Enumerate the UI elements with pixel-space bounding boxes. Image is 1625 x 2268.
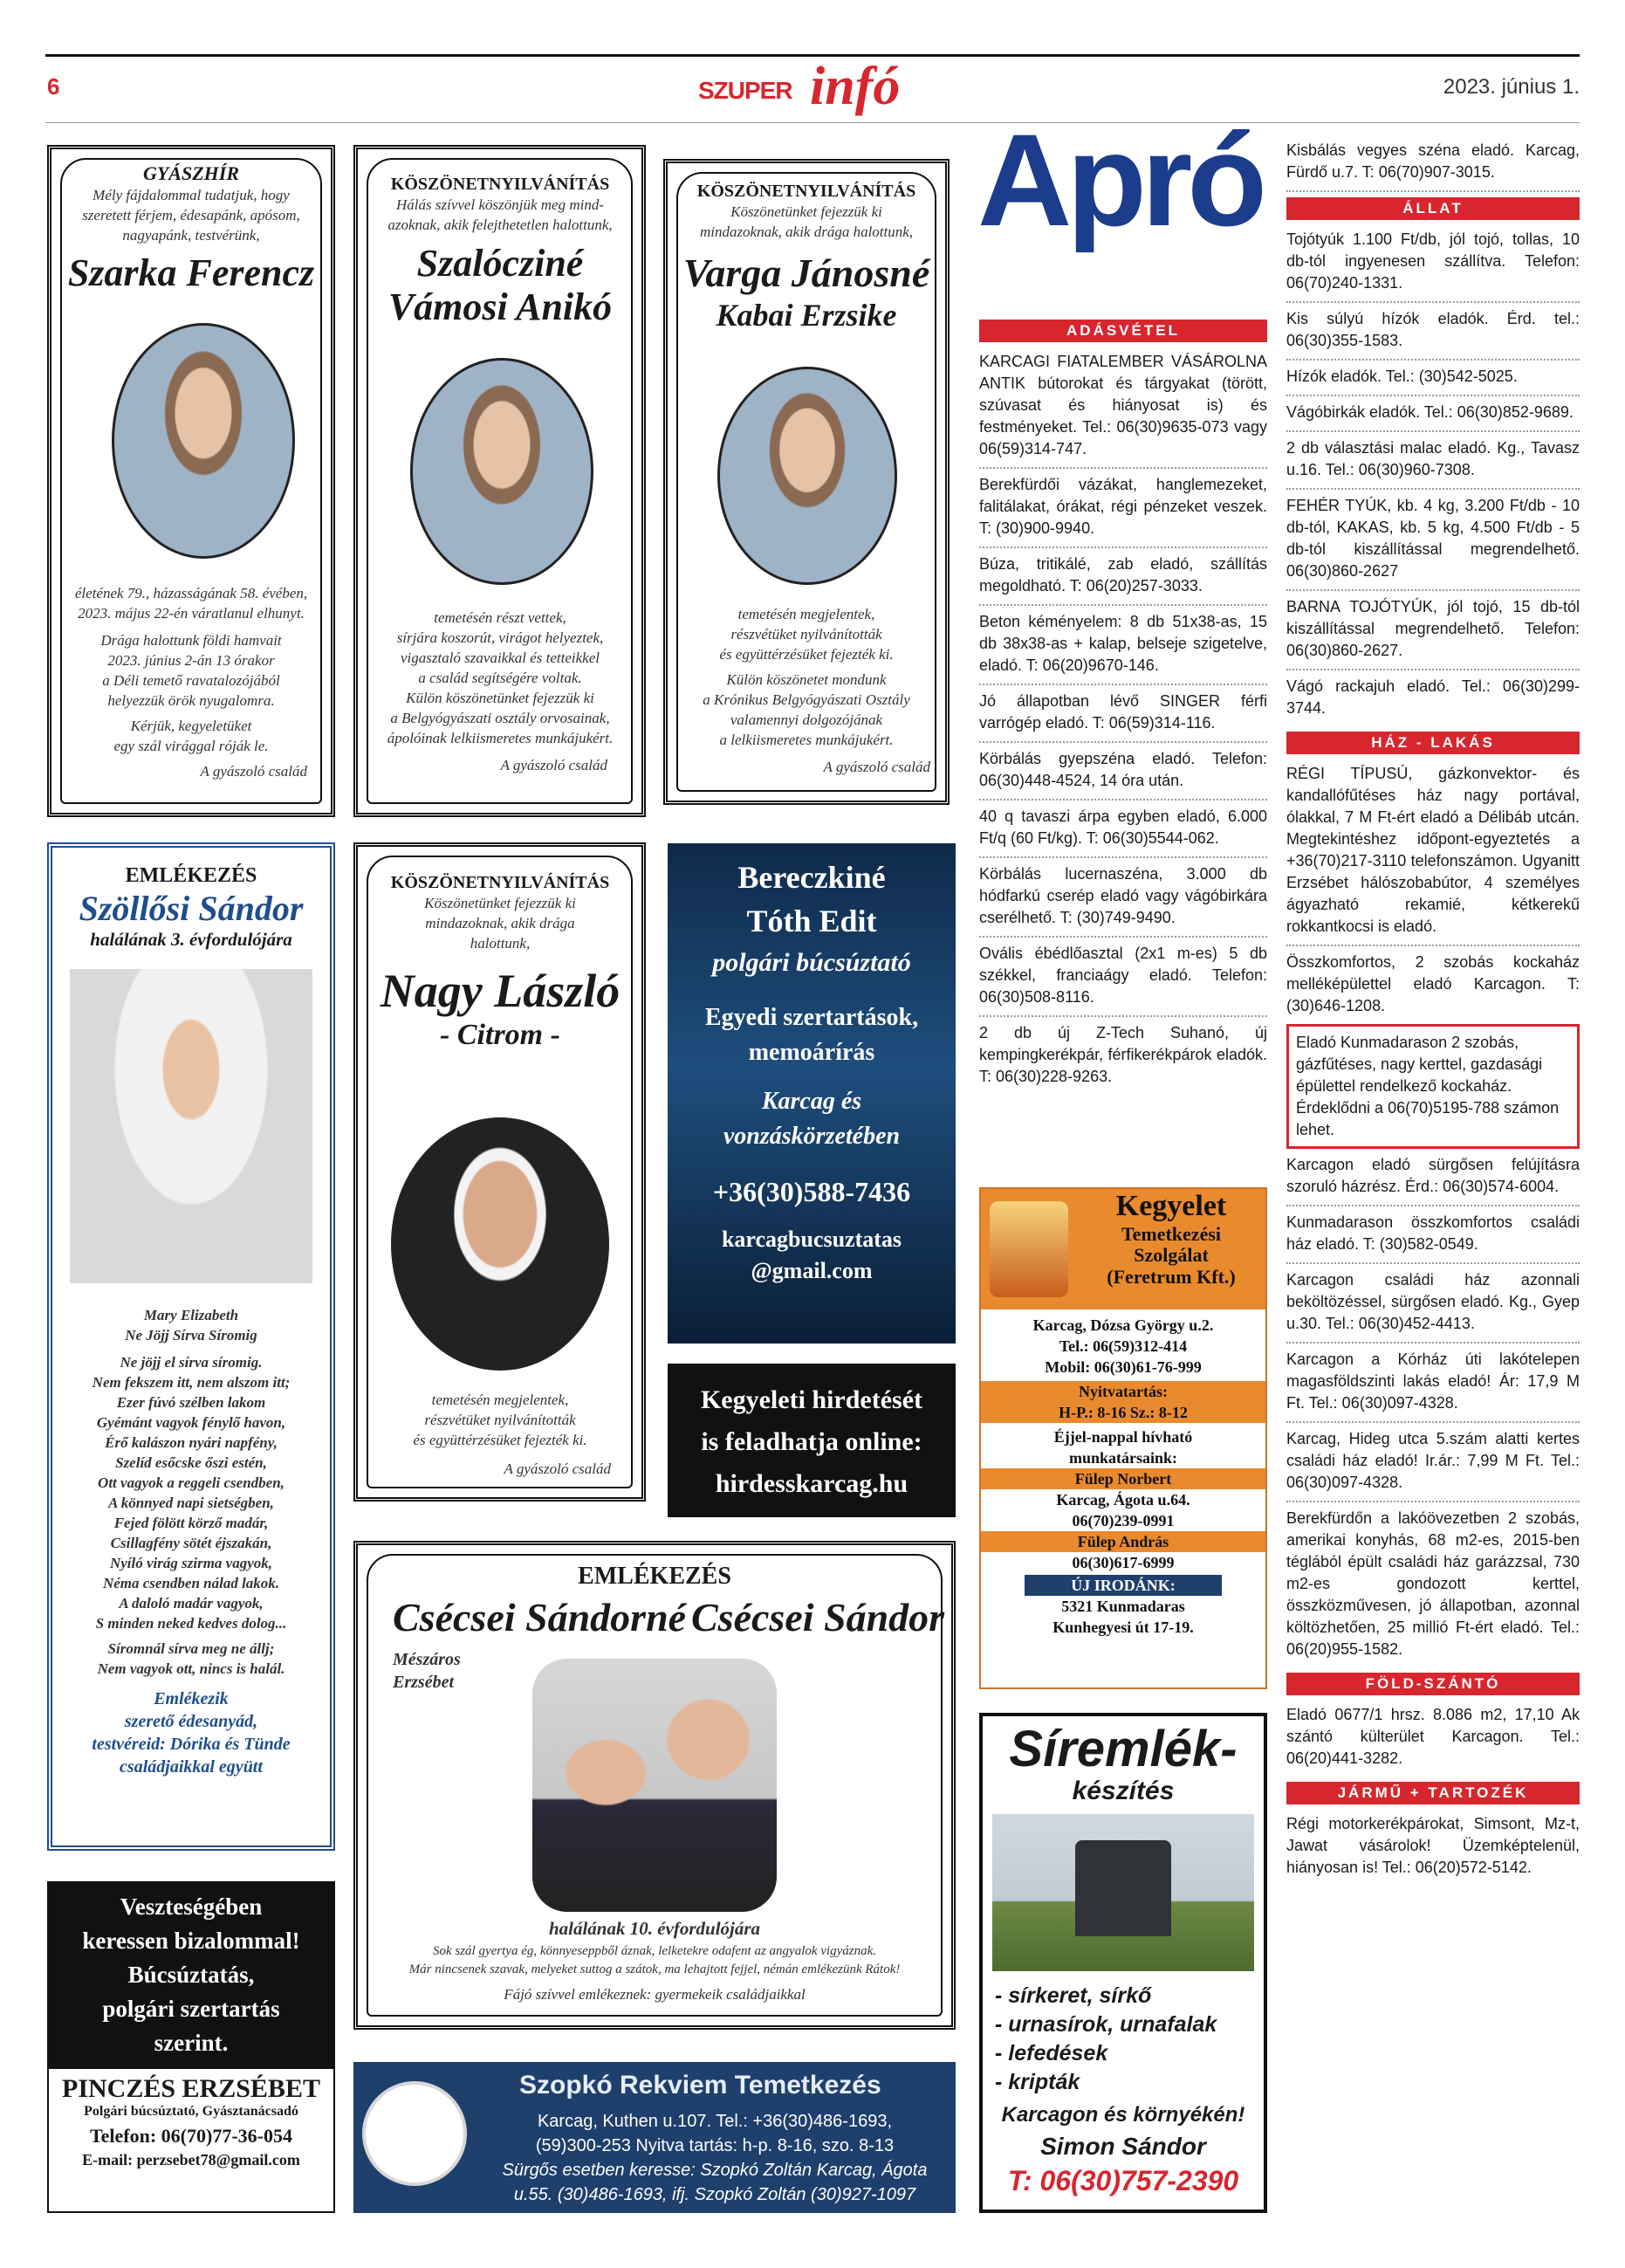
apro-column-1 [979, 314, 1267, 1095]
memo-maiden-2: Erzsébet [393, 1673, 454, 1692]
obit-sign: A gyászoló család [500, 757, 607, 773]
poem-line: Gyémánt vagyok fénylő havon, [96, 1414, 286, 1431]
tombstone-photo [992, 1814, 1254, 1971]
obit-text-7: Kérjük, kegyeletüket [130, 718, 252, 734]
classified-ad: Jó állapotban lévő SINGER férfi varrógép eladó. T: 06(59)314-116. [979, 685, 1267, 743]
ad-kegyelet-a3: Mobil: 06(30)61-76-999 [1045, 1358, 1202, 1376]
ad-pinczes-l5: szerint. [154, 2030, 229, 2056]
poem-line: Csillagfény sötét éjszakán, [110, 1535, 272, 1551]
classified-ad: Karcag, Hideg utca 5.szám alatti kertes családi ház eladó! Ir.ár.: 7,99 M Ft. Tel.: 06(30)097-4328. [1286, 1423, 1580, 1502]
ad-szopko-l3: Sürgős esetben keresse: Szopkó Zoltán Karcag, Ágota [502, 2161, 928, 2180]
obit-text-6: a Belgyógyászati osztály orvosainak, [390, 710, 610, 726]
ad-kegyelet-p1: Fülep Norbert [981, 1468, 1265, 1489]
obit-sign: A gyászoló család [504, 1460, 611, 1477]
obituary-szalocziné-text [360, 608, 641, 775]
memo-name-2: Csécsei Sándor [691, 1595, 945, 1639]
page-number: 6 [47, 73, 60, 100]
obituary-szalocziné-content [360, 175, 641, 329]
classified-ad: Karcagon családi ház azonnali beköltözéssel, sürgősen eladó. Kg., Gyep u.30. Tel.: 06(30)452-4413. [1286, 1264, 1580, 1344]
page-date: 2023. június 1. [1443, 75, 1580, 99]
section-header: HÁZ - LAKÁS [1286, 732, 1580, 754]
ad-kegyelet-p2b: 06(30)617-6999 [1072, 1554, 1175, 1571]
section-header: FÖLD-SZÁNTÓ [1286, 1673, 1580, 1695]
classified-ad: Karcagon a Kórház úti lakótelepen magasföldszinti lakás eladó! Ár: 17,9 M Ft. Tel.: 06(30)097-4328. [1286, 1344, 1580, 1423]
classified-ad: Körbálás gyepszéna eladó. Telefon: 06(30)448-4524, 14 óra után. [979, 743, 1267, 801]
classified-ad: Kunmadarason összkomfortos családi ház eladó. T: (30)582-0549. [1286, 1206, 1580, 1264]
obit-name: Szarka Ferencz [67, 251, 315, 294]
obit-intro-3: halottunk, [470, 935, 531, 952]
ad-kegyelet-t3: Szolgálat [1134, 1244, 1209, 1266]
obituary-nagy-text [360, 1390, 641, 1479]
portrait-photo [391, 1117, 609, 1371]
memorial-csecsei-text [360, 1919, 950, 2004]
poem-line: A daloló madár vagyok, [119, 1595, 264, 1612]
classified-ad: 2 db új Z-Tech Suhanó, új kempingkerékpár, férfikerékpárok eladók. T: 06(30)228-9263. [979, 1024, 1267, 1085]
classified-ad: FEHÉR TYÚK, kb. 4 kg, 3.200 Ft/db - 10 db-tól, KAKAS, kb. 5 kg, 4.500 Ft/db - 5 db-tól kiszállítással megrendelhető. 06(30)860-2627 [1286, 490, 1580, 591]
memo-sign-3: testvéreid: Dórika és Tünde [92, 1735, 291, 1754]
ad-bereczki-mail-2: @gmail.com [751, 1258, 873, 1283]
obit-text-5: a Déli temető ravatalozójából [102, 672, 280, 689]
poem-line: Szelíd esőcske őszi estén, [115, 1454, 267, 1471]
poem-line: Síromnál sírva meg ne állj; [107, 1640, 275, 1657]
portrait-photo [410, 358, 593, 585]
ad-szopko [353, 2062, 956, 2213]
ad-pinczes [47, 1881, 335, 2213]
ad-siremlek-item: - sírkeret, sírkő [995, 1983, 1152, 2008]
obit-intro-2: mindazoknak, akik drága [425, 915, 575, 931]
obituary-szarka-text [52, 583, 330, 781]
portrait-photo [717, 367, 897, 585]
ad-bereczki-l3: polgári búcsúztató [712, 948, 911, 977]
obit-intro-1: Mély fájdalommal tudatjuk, hogy [93, 187, 290, 203]
obit-text-4: 2023. június 2-án 13 órakor [107, 652, 275, 669]
obituary-nagy-content [360, 873, 641, 1053]
obit-intro-3: nagyapánk, testvérünk, [122, 227, 260, 244]
portrait-photo [112, 323, 295, 559]
classified-ad: Karcagon eladó sürgősen felújításra szoruló házrész. Érd.: 06(30)574-6004. [1286, 1149, 1580, 1206]
classified-ad: Kisbálás vegyes széna eladó. Karcag, Fürdő u.7. T: 06(70)907-3015. [1286, 140, 1580, 192]
classified-ad: Kis súlyú hízók eladók. Érd. tel.: 06(30)355-1583. [1286, 303, 1580, 361]
memo-head: EMLÉKEZÉS [125, 864, 257, 887]
obit-nickname: - Citrom - [440, 1019, 560, 1051]
ad-siremlek-phone: T: 06(30)757-2390 [1007, 2165, 1239, 2196]
obit-text-2: sírjára koszorút, virágot helyeztek, [396, 629, 604, 646]
classified-ad: 40 q tavaszi árpa egyben eladó, 6.000 Ft/q (60 Ft/kg). T: 06(30)5544-062. [979, 801, 1267, 858]
poem-line: Nem fekszem itt, nem alszom itt; [92, 1374, 291, 1391]
ad-siremlek-area: Karcagon és környékén! [1001, 2103, 1245, 2127]
obit-text-4: a család segítségére voltak. [418, 670, 582, 686]
classified-ad: Vágóbirkák eladók. Tel.: 06(30)852-9689. [1286, 396, 1580, 432]
ad-pinczes-l2: keressen bizalommal! [82, 1928, 300, 1954]
ad-pinczes-l3: Búcsúztatás, [127, 1962, 255, 1988]
ad-siremlek-item: - lefedések [995, 2041, 1108, 2065]
obit-intro-2: mindazoknak, akik drága halottunk, [699, 223, 914, 240]
ad-bereczki-l4: Egyedi szertartások, [704, 1004, 919, 1031]
obit-text-2: 2023. május 22-én váratlanul elhunyt. [78, 605, 305, 622]
ad-pinczes-l1: Veszteségében [120, 1893, 263, 1920]
ad-bereczki-l1: Bereczkiné [737, 860, 886, 895]
obit-text-3: és együttérzésüket fejezték ki. [719, 646, 894, 663]
ad-kegyelet-header [981, 1189, 1265, 1309]
obit-head: KÖSZÖNETNYILVÁNÍTÁS [696, 182, 916, 201]
obit-text-1: temetésén részt vettek, [434, 609, 566, 626]
classified-ad: BARNA TOJÓTYÚK, jól tojó, 15 db-tól kiszállítással megrendelhető. Telefon: 06(30)860-2627. [1286, 591, 1580, 670]
ad-bereczki-l5: memoárírás [748, 1039, 875, 1066]
classified-ad: RÉGI TÍPUSÚ, gázkonvektor- és kandallófűtéses ház nagy portával, ólakkal, 7 M Ft-ért eladó a Délibáb utcán. Megtekintéshez időpont-egyeztetés a +36(70)217-3110 telefonszámon. Ugyanitt Erzsébet hálószobabútor, 4 személyes ágyazható rekamié, kétkerekű rokkantkocsi is eladó. [1286, 758, 1580, 946]
classified-ad: KARCAGI FIATALEMBER VÁSÁROLNA ANTIK bútorokat és tárgyakat (törött, szúvasat és hiányosat is) és festményeket. Tel.: 06(30)9635-073 vagy 06(59)314-747. [979, 346, 1267, 469]
poem-line: Nem vagyok ott, nincs is halál. [97, 1660, 285, 1677]
classified-ad: Régi motorkerékpárokat, Simsont, Mz-t, Jawat vásárolok! Üzemképtelenül, hiányosan is! Tel.: 06(20)572-5142. [1286, 1815, 1580, 1876]
poem-line: Ott vagyok a reggeli csendben, [98, 1474, 285, 1491]
memorial-szollosi-content [54, 864, 328, 951]
poem-title: Ne Jöjj Sírva Síromig [125, 1327, 257, 1344]
obit-text-5: a Krónikus Belgyógyászati Osztály [703, 691, 910, 708]
ad-siremlek-title: Síremlék- [1009, 1721, 1238, 1777]
header-rule-bottom [45, 122, 1580, 123]
classified-ad-highlighted: Eladó Kunmadarason 2 szobás, gázfűtéses, nagy kerttel, gazdasági épülettel rendelkező kockaház. Érdeklődni a 06(70)5195-788 számon lehet. [1286, 1024, 1580, 1149]
obit-text-2: részvétüket nyilvánították [730, 626, 882, 643]
obit-intro-1: Hálás szívvel köszönjük meg mind- [396, 196, 604, 213]
ad-szopko-l1: Karcag, Kuthen u.107. Tel.: +36(30)486-1693, [537, 2112, 893, 2131]
candle-icon [990, 1201, 1068, 1297]
ad-kegyelet-p2: Fülep András [981, 1531, 1265, 1552]
ad-bereczki-phone: +36(30)588-7436 [712, 1176, 911, 1207]
memo-sign-4: családjaikkal együtt [120, 1757, 263, 1777]
memo-sign-2: szerető édesanyád, [124, 1712, 258, 1731]
memorial-szollosi-poem [54, 1305, 328, 1778]
ad-pinczes-top [49, 1883, 333, 2069]
memo-text-1: Sok szál gyertya ég, könnyeseppből áznak, lelketekre odafent az angyalok vigyáznak. [432, 1944, 877, 1958]
memo-text-2: Már nincsenek szavak, melyeket suttog a szátok, ma lehajtott fejjel, némán emlékezünk Rátok! [408, 1962, 901, 1976]
ad-kegyelet-a1: Karcag, Dózsa György u.2. [1032, 1316, 1214, 1334]
ad-kegyelet-o2: H-P.: 8-16 Sz.: 8-12 [981, 1402, 1265, 1423]
poem-line: Ezer fúvó szélben lakom [116, 1394, 266, 1411]
obit-text-1: életének 79., házasságának 58. évében, [74, 585, 308, 601]
obit-intro-2: azoknak, akik felejthetetlen halottunk, [387, 216, 613, 233]
classified-ad: Beton kéményelem: 8 db 51x38-as, 15 db 38x38-as + kalap, belseje szigetelve, eladó. T: 06(20)9670-146. [979, 606, 1267, 685]
poem-line: S minden neked kedves dolog... [95, 1615, 287, 1632]
obit-text-7: a lelkiismeretes munkájukért. [719, 732, 894, 748]
ad-online-l2: is feladhatja online: [701, 1427, 922, 1456]
obit-intro-2: szeretett férjem, édesapánk, apósom, [82, 207, 300, 223]
logo-right: infó [810, 57, 901, 116]
ad-szopko-logo [362, 2081, 467, 2186]
apro-column-2 [1286, 140, 1580, 1886]
classified-ad: Búza, tritikálé, zab eladó, szállítás megoldható. T: 06(20)257-3033. [979, 548, 1267, 606]
ad-pinczes-mail: E-mail: perzsebet78@gmail.com [82, 2151, 300, 2168]
classified-ad: Tojótyúk 1.100 Ft/db, jól tojó, tollas, 10 db-tól ingyenesen szállítva. Telefon: 06(70)240-1331. [1286, 223, 1580, 303]
ad-szopko-info [476, 2109, 954, 2207]
ad-bereczki-mail-1: karcagbucsuztatas [721, 1227, 902, 1252]
ad-kegyelet-na1: 5321 Kunmadaras [1061, 1598, 1185, 1615]
poem-line: Nyíló virág szirma vagyok, [109, 1555, 273, 1571]
ad-szopko-l2: (59)300-253 Nyitva tartás: h-p. 8-16, szo. 8-13 [535, 2136, 895, 2155]
ad-bereczki-l7: vonzáskörzetében [723, 1123, 901, 1150]
ad-siremlek-item: - kripták [995, 2070, 1080, 2094]
obit-text-5: Külön köszönetünket fejezzük ki [406, 690, 594, 706]
ad-kegyelet-a2: Tel.: 06(59)312-414 [1059, 1337, 1188, 1355]
memorial-csecsei-content [360, 1563, 950, 1591]
classified-ad: Eladó 0677/1 hrsz. 8.086 m2, 17,10 Ak szántó külterület Karcagon. Tel.: 06(20)441-3282. [1286, 1706, 1580, 1767]
portrait-photo [70, 969, 312, 1283]
obit-name-2: Kabai Erzsike [716, 298, 897, 333]
tombstone-icon [1075, 1840, 1171, 1936]
classified-ad: Berekfürdői vázákat, hanglemezeket, falitálakat, órákat, régi pénzeket veszek. T: (30)900-9940. [979, 469, 1267, 548]
poem-line: A könnyed napi sietségben, [108, 1495, 274, 1511]
ad-online-l3: hirdesskarcag.hu [715, 1469, 908, 1498]
ad-bereczki-l6: Karcag és [761, 1088, 862, 1115]
logo [698, 57, 925, 122]
ad-bereczki [668, 843, 956, 1344]
memo-sign: Fájó szívvel emlékeznek: gyermekeik családjaikkal [504, 1986, 806, 2003]
obit-text-7: ápolóinak lelkiismeretes munkájukért. [387, 730, 614, 746]
obit-head: GYÁSZHÍR [142, 162, 240, 184]
poem-line: Érő kalászon nyári napfény, [105, 1434, 278, 1451]
classified-ad: Berekfürdőn a lakóövezetben 2 szobás, amerikai konyhás, 68 m2-es, 2015-ben téglából épült családi ház garázzsal, 730 m2-es gondozott kerttel, összközművesen, jó állapotban, azonnal költözhetően, 25 millió Ft-ért eladó. Tel.: 06(20)955-1582. [1286, 1509, 1580, 1658]
ad-siremlek-sub: készítés [1072, 1777, 1175, 1805]
ad-pinczes-phone: Telefon: 06(70)77-36-054 [90, 2125, 292, 2147]
obit-text-3: vigasztaló szavaikkal és tetteikkel [400, 649, 600, 666]
memo-sub: halálának 3. évfordulójára [90, 929, 292, 950]
obituary-varga-content [670, 182, 943, 334]
ad-kegyelet-t4: (Feretrum Kft.) [1107, 1266, 1236, 1288]
obit-text-8: egy szál virággal róják le. [113, 738, 269, 754]
ad-kegyelet-t1: Kegyelet [1115, 1190, 1227, 1222]
classified-ad: Körbálás lucernaszéna, 3.000 db hódfarkú cserép eladó vagy vágóbirkára cserélhető. T: (30)749-9490. [979, 858, 1267, 938]
obit-intro-1: Köszönetünket fejezzük ki [730, 203, 882, 220]
ad-kegyelet-na2: Kunhegyesi út 17-19. [1052, 1619, 1194, 1636]
obit-name-1: Szalócziné [416, 242, 584, 285]
obituary-varga-text [670, 604, 943, 777]
memo-head: EMLÉKEZÉS [578, 1563, 731, 1590]
classified-ad: Vágó rackajuh eladó. Tel.: 06(30)299-3744. [1286, 677, 1580, 717]
obit-head: KÖSZÖNETNYILVÁNÍTÁS [390, 873, 610, 892]
memo-sign-1: Emlékezik [154, 1689, 229, 1708]
poem-author: Mary Elizabeth [143, 1307, 239, 1323]
ad-online [668, 1364, 956, 1517]
section-header: ADÁSVÉTEL [979, 320, 1267, 342]
obit-text-6: valamennyi dolgozójának [730, 711, 883, 728]
ad-szopko-l4: u.55. (30)486-1693, ifj. Szopkó Zoltán (30)927-1097 [513, 2185, 916, 2204]
ad-siremlek [979, 1713, 1267, 2213]
memo-name: Szöllősi Sándor [79, 889, 304, 928]
memo-name-1: Csécsei Sándorné [393, 1595, 687, 1639]
ad-kegyelet-new: ÚJ IRODÁNK: [1025, 1575, 1222, 1596]
obit-text-3: és együttérzésüket fejezték ki. [413, 1432, 587, 1448]
ad-kegyelet-o1: Nyitvatartás: [981, 1381, 1265, 1402]
ad-kegyelet [979, 1187, 1267, 1689]
obit-sign: A gyászoló család [200, 763, 307, 780]
poem-line: Ne jöjj el sírva síromig. [120, 1354, 263, 1371]
memo-maiden-1: Mészáros [393, 1650, 461, 1669]
ad-kegyelet-n2: munkatársaink: [1068, 1449, 1178, 1467]
ad-kegyelet-t2: Temetkezési [1121, 1223, 1222, 1245]
obit-text-4: Külön köszönetet mondunk [726, 671, 887, 688]
ad-pinczes-name: PINCZÉS ERZSÉBET [62, 2074, 320, 2103]
apro-title: Apró [977, 107, 1262, 253]
section-header: ÁLLAT [1286, 197, 1580, 220]
obit-text-6: helyezzük örök nyugalomra. [107, 692, 275, 709]
obituary-szarka-content [52, 162, 330, 295]
obit-intro-1: Köszönetünket fejezzük ki [424, 895, 576, 911]
obit-text-2: részvétüket nyilvánították [424, 1412, 576, 1428]
ad-pinczes-sub: Polgári búcsúztató, Gyásztanácsadó [84, 2104, 298, 2119]
obit-text-1: temetésén megjelentek, [431, 1392, 569, 1408]
ad-kegyelet-n1: Éjjel-nappal hívható [1053, 1428, 1193, 1446]
obit-name: Nagy László [380, 965, 621, 1017]
classified-ad: 2 db választási malac eladó. Kg., Tavasz u.16. Tel.: 06(30)960-7308. [1286, 432, 1580, 490]
obit-text-1: temetésén megjelentek, [737, 606, 875, 622]
obit-name-2: Vámosi Anikó [387, 285, 613, 328]
ad-szopko-title: Szopkó Rekviem Temetkezés [519, 2071, 881, 2100]
obit-sign: A gyászoló család [823, 759, 930, 775]
ad-kegyelet-p1a: Karcag, Ágota u.64. [1056, 1491, 1190, 1509]
ad-kegyelet-p1b: 06(70)239-0991 [1072, 1512, 1175, 1529]
classified-ad: Ovális ébédlőasztal (2x1 m-es) 5 db székkel, franciaágy eladó. Telefon: 06(30)508-8116. [979, 938, 1267, 1017]
ad-siremlek-list [983, 1982, 1264, 2097]
poem-line: Néma csendben nálad lakok. [102, 1575, 280, 1591]
classified-ad: Összkomfortos, 2 szobás kockaház melléképülettel eladó Karcagon. T: (30)646-1208. [1286, 953, 1580, 1014]
ad-pinczes-l4: polgári szertartás [102, 1996, 280, 2022]
memo-sub: halálának 10. évfordulójára [548, 1918, 761, 1939]
ad-siremlek-name: Simon Sándor [1040, 2133, 1206, 2160]
poem-line: Fejed fölött körző madár, [113, 1515, 269, 1531]
obit-text-3: Drága halottunk földi hamvait [100, 632, 282, 649]
ad-siremlek-item: - urnasírok, urnafalak [995, 2012, 1217, 2037]
classified-ad: Hízók eladók. Tel.: (30)542-5025. [1286, 361, 1580, 396]
couple-photo [532, 1659, 777, 1912]
ad-online-l1: Kegyeleti hirdetését [700, 1385, 923, 1414]
section-header: JÁRMŰ + TARTOZÉK [1286, 1782, 1580, 1804]
obit-head: KÖSZÖNETNYILVÁNÍTÁS [390, 175, 610, 194]
logo-left: SZUPER [698, 77, 792, 104]
obit-name-1: Varga Jánosné [682, 251, 930, 295]
ad-bereczki-l2: Tóth Edit [746, 904, 877, 938]
